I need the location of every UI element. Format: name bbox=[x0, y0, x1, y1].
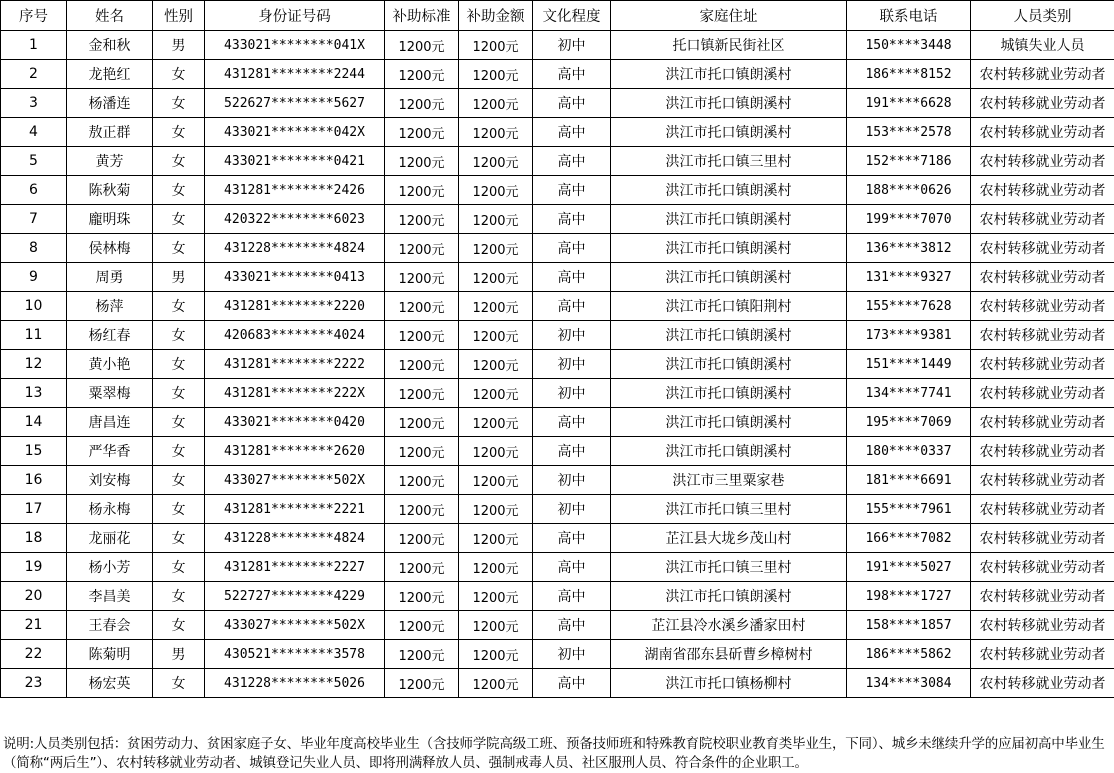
cell-education: 高中 bbox=[533, 60, 611, 89]
cell-education: 高中 bbox=[533, 234, 611, 263]
cell-subsidy-amount: 1200元 bbox=[459, 234, 533, 263]
cell-gender: 女 bbox=[153, 60, 205, 89]
cell-address: 洪江市托口镇朗溪村 bbox=[611, 408, 847, 437]
cell-id-number: 431281********2222 bbox=[205, 350, 385, 379]
cell-subsidy-amount: 1200元 bbox=[459, 60, 533, 89]
cell-person-category: 农村转移就业劳动者 bbox=[971, 495, 1114, 524]
table-row bbox=[1, 89, 1114, 118]
table-row bbox=[1, 321, 1114, 350]
cell-index: 11 bbox=[1, 321, 67, 350]
table-row bbox=[1, 524, 1114, 553]
cell-education: 高中 bbox=[533, 176, 611, 205]
cell-education: 初中 bbox=[533, 321, 611, 350]
cell-education: 初中 bbox=[533, 640, 611, 669]
cell-person-category: 农村转移就业劳动者 bbox=[971, 234, 1114, 263]
cell-index: 18 bbox=[1, 524, 67, 553]
cell-subsidy-amount: 1200元 bbox=[459, 205, 533, 234]
cell-subsidy-amount: 1200元 bbox=[459, 524, 533, 553]
cell-index: 10 bbox=[1, 292, 67, 321]
cell-phone: 198****1727 bbox=[847, 582, 971, 611]
cell-address: 洪江市托口镇杨柳村 bbox=[611, 669, 847, 698]
cell-gender: 女 bbox=[153, 437, 205, 466]
cell-name: 敖正群 bbox=[67, 118, 153, 147]
cell-person-category: 农村转移就业劳动者 bbox=[971, 437, 1114, 466]
cell-education: 高中 bbox=[533, 263, 611, 292]
cell-address: 洪江市托口镇朗溪村 bbox=[611, 118, 847, 147]
cell-phone: 134****7741 bbox=[847, 379, 971, 408]
cell-phone: 131****9327 bbox=[847, 263, 971, 292]
cell-subsidy-standard: 1200元 bbox=[385, 524, 459, 553]
header-index: 序号 bbox=[1, 1, 67, 31]
cell-id-number: 420322********6023 bbox=[205, 205, 385, 234]
cell-gender: 女 bbox=[153, 582, 205, 611]
cell-id-number: 522627********5627 bbox=[205, 89, 385, 118]
cell-name: 龙艳红 bbox=[67, 60, 153, 89]
cell-gender: 女 bbox=[153, 379, 205, 408]
cell-person-category: 农村转移就业劳动者 bbox=[971, 263, 1114, 292]
cell-name: 杨小芳 bbox=[67, 553, 153, 582]
cell-education: 高中 bbox=[533, 611, 611, 640]
cell-name: 严华香 bbox=[67, 437, 153, 466]
table-row bbox=[1, 640, 1114, 669]
cell-education: 初中 bbox=[533, 379, 611, 408]
cell-gender: 男 bbox=[153, 640, 205, 669]
cell-education: 初中 bbox=[533, 31, 611, 60]
cell-id-number: 433027********502X bbox=[205, 466, 385, 495]
cell-address: 洪江市托口镇三里村 bbox=[611, 147, 847, 176]
cell-index: 22 bbox=[1, 640, 67, 669]
cell-subsidy-amount: 1200元 bbox=[459, 292, 533, 321]
cell-education: 高中 bbox=[533, 205, 611, 234]
cell-name: 杨宏英 bbox=[67, 669, 153, 698]
cell-index: 5 bbox=[1, 147, 67, 176]
cell-id-number: 522727********4229 bbox=[205, 582, 385, 611]
cell-index: 9 bbox=[1, 263, 67, 292]
header-person-category: 人员类别 bbox=[971, 1, 1114, 31]
cell-subsidy-standard: 1200元 bbox=[385, 495, 459, 524]
cell-name: 黄芳 bbox=[67, 147, 153, 176]
header-gender: 性别 bbox=[153, 1, 205, 31]
cell-id-number: 433021********041X bbox=[205, 31, 385, 60]
cell-gender: 女 bbox=[153, 350, 205, 379]
cell-subsidy-standard: 1200元 bbox=[385, 466, 459, 495]
cell-address: 洪江市托口镇朗溪村 bbox=[611, 89, 847, 118]
cell-phone: 188****0626 bbox=[847, 176, 971, 205]
cell-subsidy-amount: 1200元 bbox=[459, 89, 533, 118]
cell-education: 高中 bbox=[533, 582, 611, 611]
cell-gender: 女 bbox=[153, 669, 205, 698]
cell-name: 杨萍 bbox=[67, 292, 153, 321]
cell-name: 侯林梅 bbox=[67, 234, 153, 263]
table-row bbox=[1, 379, 1114, 408]
cell-gender: 女 bbox=[153, 234, 205, 263]
cell-address: 洪江市三里粟家巷 bbox=[611, 466, 847, 495]
table-row bbox=[1, 466, 1114, 495]
cell-subsidy-amount: 1200元 bbox=[459, 31, 533, 60]
cell-subsidy-amount: 1200元 bbox=[459, 582, 533, 611]
cell-subsidy-amount: 1200元 bbox=[459, 640, 533, 669]
cell-index: 3 bbox=[1, 89, 67, 118]
cell-address: 洪江市托口镇三里村 bbox=[611, 553, 847, 582]
cell-name: 龐明珠 bbox=[67, 205, 153, 234]
cell-phone: 153****2578 bbox=[847, 118, 971, 147]
cell-name: 唐昌连 bbox=[67, 408, 153, 437]
cell-phone: 191****6628 bbox=[847, 89, 971, 118]
cell-person-category: 农村转移就业劳动者 bbox=[971, 147, 1114, 176]
cell-phone: 158****1857 bbox=[847, 611, 971, 640]
cell-phone: 166****7082 bbox=[847, 524, 971, 553]
table-row bbox=[1, 147, 1114, 176]
cell-subsidy-standard: 1200元 bbox=[385, 60, 459, 89]
cell-gender: 男 bbox=[153, 263, 205, 292]
cell-subsidy-standard: 1200元 bbox=[385, 582, 459, 611]
cell-address: 洪江市托口镇朗溪村 bbox=[611, 263, 847, 292]
cell-gender: 女 bbox=[153, 89, 205, 118]
table-row bbox=[1, 437, 1114, 466]
cell-phone: 181****6691 bbox=[847, 466, 971, 495]
table-row bbox=[1, 292, 1114, 321]
cell-subsidy-standard: 1200元 bbox=[385, 292, 459, 321]
cell-person-category: 农村转移就业劳动者 bbox=[971, 350, 1114, 379]
cell-person-category: 农村转移就业劳动者 bbox=[971, 640, 1114, 669]
cell-index: 19 bbox=[1, 553, 67, 582]
cell-subsidy-amount: 1200元 bbox=[459, 350, 533, 379]
table-row bbox=[1, 234, 1114, 263]
table-row bbox=[1, 553, 1114, 582]
cell-name: 黄小艳 bbox=[67, 350, 153, 379]
cell-address: 洪江市托口镇朗溪村 bbox=[611, 60, 847, 89]
table-row bbox=[1, 611, 1114, 640]
cell-subsidy-amount: 1200元 bbox=[459, 379, 533, 408]
cell-index: 1 bbox=[1, 31, 67, 60]
cell-subsidy-amount: 1200元 bbox=[459, 176, 533, 205]
cell-gender: 女 bbox=[153, 408, 205, 437]
cell-education: 高中 bbox=[533, 89, 611, 118]
cell-index: 14 bbox=[1, 408, 67, 437]
cell-phone: 150****3448 bbox=[847, 31, 971, 60]
cell-person-category: 城镇失业人员 bbox=[971, 31, 1114, 60]
cell-gender: 女 bbox=[153, 292, 205, 321]
cell-address: 洪江市托口镇朗溪村 bbox=[611, 205, 847, 234]
cell-address: 洪江市托口镇朗溪村 bbox=[611, 176, 847, 205]
cell-education: 高中 bbox=[533, 553, 611, 582]
cell-name: 刘安梅 bbox=[67, 466, 153, 495]
table-row bbox=[1, 495, 1114, 524]
cell-address: 洪江市托口镇朗溪村 bbox=[611, 582, 847, 611]
cell-phone: 151****1449 bbox=[847, 350, 971, 379]
cell-education: 高中 bbox=[533, 292, 611, 321]
cell-address: 洪江市托口镇朗溪村 bbox=[611, 437, 847, 466]
cell-name: 杨永梅 bbox=[67, 495, 153, 524]
footnote-explanation: 说明:人员类别包括：贫困劳动力、贫困家庭子女、毕业年度高校毕业生（含技师学院高级工班、预备技师班和特殊教育院校职业教育类毕业生，下同）、城乡未继续升学的应届初高中毕业生（简称“两后生”）、农村转移就业劳动者、城镇登记失业人员、即将刑满释放人员、强制戒毒人员、社区服刑人员、符合条件的企业职工。 bbox=[3, 736, 1105, 771]
cell-subsidy-standard: 1200元 bbox=[385, 437, 459, 466]
cell-name: 陈菊明 bbox=[67, 640, 153, 669]
cell-person-category: 农村转移就业劳动者 bbox=[971, 321, 1114, 350]
cell-id-number: 431281********2221 bbox=[205, 495, 385, 524]
header-subsidy-standard: 补助标准 bbox=[385, 1, 459, 31]
table-row bbox=[1, 408, 1114, 437]
cell-index: 8 bbox=[1, 234, 67, 263]
table-row bbox=[1, 118, 1114, 147]
cell-subsidy-standard: 1200元 bbox=[385, 350, 459, 379]
cell-id-number: 433021********0413 bbox=[205, 263, 385, 292]
cell-id-number: 431281********2220 bbox=[205, 292, 385, 321]
cell-person-category: 农村转移就业劳动者 bbox=[971, 379, 1114, 408]
header-id-number: 身份证号码 bbox=[205, 1, 385, 31]
cell-gender: 女 bbox=[153, 118, 205, 147]
cell-gender: 女 bbox=[153, 176, 205, 205]
cell-person-category: 农村转移就业劳动者 bbox=[971, 408, 1114, 437]
cell-id-number: 431281********2227 bbox=[205, 553, 385, 582]
cell-subsidy-standard: 1200元 bbox=[385, 321, 459, 350]
cell-name: 杨红春 bbox=[67, 321, 153, 350]
cell-subsidy-standard: 1200元 bbox=[385, 89, 459, 118]
cell-person-category: 农村转移就业劳动者 bbox=[971, 60, 1114, 89]
cell-name: 龙丽花 bbox=[67, 524, 153, 553]
cell-gender: 女 bbox=[153, 321, 205, 350]
cell-id-number: 431228********4824 bbox=[205, 524, 385, 553]
cell-education: 高中 bbox=[533, 147, 611, 176]
cell-gender: 女 bbox=[153, 524, 205, 553]
cell-subsidy-amount: 1200元 bbox=[459, 553, 533, 582]
cell-address: 洪江市托口镇朗溪村 bbox=[611, 321, 847, 350]
cell-id-number: 431281********222X bbox=[205, 379, 385, 408]
cell-subsidy-standard: 1200元 bbox=[385, 234, 459, 263]
cell-person-category: 农村转移就业劳动者 bbox=[971, 205, 1114, 234]
cell-education: 高中 bbox=[533, 524, 611, 553]
header-subsidy-amount: 补助金额 bbox=[459, 1, 533, 31]
header-address: 家庭住址 bbox=[611, 1, 847, 31]
cell-id-number: 431228********5026 bbox=[205, 669, 385, 698]
cell-subsidy-standard: 1200元 bbox=[385, 176, 459, 205]
cell-subsidy-amount: 1200元 bbox=[459, 321, 533, 350]
cell-index: 2 bbox=[1, 60, 67, 89]
table-row bbox=[1, 176, 1114, 205]
cell-name: 金和秋 bbox=[67, 31, 153, 60]
cell-index: 21 bbox=[1, 611, 67, 640]
cell-subsidy-standard: 1200元 bbox=[385, 31, 459, 60]
cell-index: 15 bbox=[1, 437, 67, 466]
cell-gender: 女 bbox=[153, 147, 205, 176]
table-row bbox=[1, 31, 1114, 60]
cell-address: 洪江市托口镇阳荆村 bbox=[611, 292, 847, 321]
cell-subsidy-standard: 1200元 bbox=[385, 118, 459, 147]
cell-phone: 186****5862 bbox=[847, 640, 971, 669]
cell-id-number: 430521********3578 bbox=[205, 640, 385, 669]
table-row bbox=[1, 669, 1114, 698]
cell-name: 陈秋菊 bbox=[67, 176, 153, 205]
cell-address: 洪江市托口镇朗溪村 bbox=[611, 379, 847, 408]
cell-subsidy-amount: 1200元 bbox=[459, 118, 533, 147]
cell-id-number: 431228********4824 bbox=[205, 234, 385, 263]
cell-id-number: 433027********502X bbox=[205, 611, 385, 640]
table-row bbox=[1, 205, 1114, 234]
table-header-row bbox=[1, 1, 1114, 31]
cell-person-category: 农村转移就业劳动者 bbox=[971, 553, 1114, 582]
table-body bbox=[1, 31, 1114, 698]
cell-subsidy-standard: 1200元 bbox=[385, 379, 459, 408]
table-row bbox=[1, 350, 1114, 379]
header-name: 姓名 bbox=[67, 1, 153, 31]
cell-gender: 男 bbox=[153, 31, 205, 60]
cell-index: 20 bbox=[1, 582, 67, 611]
cell-id-number: 433021********0421 bbox=[205, 147, 385, 176]
cell-person-category: 农村转移就业劳动者 bbox=[971, 118, 1114, 147]
cell-name: 李昌美 bbox=[67, 582, 153, 611]
cell-subsidy-standard: 1200元 bbox=[385, 553, 459, 582]
cell-address: 洪江市托口镇朗溪村 bbox=[611, 234, 847, 263]
cell-person-category: 农村转移就业劳动者 bbox=[971, 611, 1114, 640]
cell-subsidy-standard: 1200元 bbox=[385, 408, 459, 437]
cell-subsidy-amount: 1200元 bbox=[459, 466, 533, 495]
cell-gender: 女 bbox=[153, 495, 205, 524]
cell-address: 托口镇新民街社区 bbox=[611, 31, 847, 60]
cell-index: 23 bbox=[1, 669, 67, 698]
cell-name: 粟翠梅 bbox=[67, 379, 153, 408]
cell-phone: 191****5027 bbox=[847, 553, 971, 582]
cell-index: 17 bbox=[1, 495, 67, 524]
header-education: 文化程度 bbox=[533, 1, 611, 31]
cell-person-category: 农村转移就业劳动者 bbox=[971, 669, 1114, 698]
cell-subsidy-amount: 1200元 bbox=[459, 437, 533, 466]
header-phone: 联系电话 bbox=[847, 1, 971, 31]
table-row bbox=[1, 60, 1114, 89]
cell-person-category: 农村转移就业劳动者 bbox=[971, 582, 1114, 611]
cell-person-category: 农村转移就业劳动者 bbox=[971, 292, 1114, 321]
cell-phone: 195****7069 bbox=[847, 408, 971, 437]
cell-subsidy-standard: 1200元 bbox=[385, 611, 459, 640]
cell-subsidy-standard: 1200元 bbox=[385, 263, 459, 292]
cell-person-category: 农村转移就业劳动者 bbox=[971, 89, 1114, 118]
cell-id-number: 431281********2620 bbox=[205, 437, 385, 466]
cell-subsidy-standard: 1200元 bbox=[385, 669, 459, 698]
cell-address: 芷江县大垅乡茂山村 bbox=[611, 524, 847, 553]
cell-education: 高中 bbox=[533, 408, 611, 437]
cell-name: 王春会 bbox=[67, 611, 153, 640]
cell-id-number: 420683********4024 bbox=[205, 321, 385, 350]
cell-index: 12 bbox=[1, 350, 67, 379]
cell-phone: 134****3084 bbox=[847, 669, 971, 698]
cell-id-number: 431281********2426 bbox=[205, 176, 385, 205]
cell-education: 初中 bbox=[533, 466, 611, 495]
cell-phone: 136****3812 bbox=[847, 234, 971, 263]
cell-phone: 186****8152 bbox=[847, 60, 971, 89]
cell-subsidy-amount: 1200元 bbox=[459, 611, 533, 640]
cell-education: 高中 bbox=[533, 437, 611, 466]
cell-subsidy-amount: 1200元 bbox=[459, 263, 533, 292]
cell-subsidy-standard: 1200元 bbox=[385, 640, 459, 669]
cell-phone: 155****7628 bbox=[847, 292, 971, 321]
cell-index: 16 bbox=[1, 466, 67, 495]
cell-phone: 152****7186 bbox=[847, 147, 971, 176]
cell-index: 13 bbox=[1, 379, 67, 408]
cell-address: 洪江市托口镇朗溪村 bbox=[611, 350, 847, 379]
cell-gender: 女 bbox=[153, 466, 205, 495]
cell-education: 高中 bbox=[533, 118, 611, 147]
table-row bbox=[1, 263, 1114, 292]
cell-gender: 女 bbox=[153, 205, 205, 234]
cell-gender: 女 bbox=[153, 611, 205, 640]
cell-education: 高中 bbox=[533, 669, 611, 698]
cell-name: 杨潘连 bbox=[67, 89, 153, 118]
cell-education: 初中 bbox=[533, 495, 611, 524]
cell-address: 湖南省邵东县斫曹乡樟树村 bbox=[611, 640, 847, 669]
cell-address: 洪江市托口镇三里村 bbox=[611, 495, 847, 524]
cell-person-category: 农村转移就业劳动者 bbox=[971, 176, 1114, 205]
cell-person-category: 农村转移就业劳动者 bbox=[971, 524, 1114, 553]
cell-index: 4 bbox=[1, 118, 67, 147]
cell-subsidy-amount: 1200元 bbox=[459, 408, 533, 437]
cell-person-category: 农村转移就业劳动者 bbox=[971, 466, 1114, 495]
cell-subsidy-standard: 1200元 bbox=[385, 205, 459, 234]
cell-gender: 女 bbox=[153, 553, 205, 582]
cell-subsidy-amount: 1200元 bbox=[459, 147, 533, 176]
cell-id-number: 433021********042X bbox=[205, 118, 385, 147]
cell-phone: 199****7070 bbox=[847, 205, 971, 234]
cell-index: 6 bbox=[1, 176, 67, 205]
cell-address: 芷江县冷水溪乡潘家田村 bbox=[611, 611, 847, 640]
cell-subsidy-standard: 1200元 bbox=[385, 147, 459, 176]
cell-name: 周勇 bbox=[67, 263, 153, 292]
cell-education: 初中 bbox=[533, 350, 611, 379]
cell-phone: 180****0337 bbox=[847, 437, 971, 466]
table-row bbox=[1, 582, 1114, 611]
cell-subsidy-amount: 1200元 bbox=[459, 495, 533, 524]
cell-id-number: 433021********0420 bbox=[205, 408, 385, 437]
cell-id-number: 431281********2244 bbox=[205, 60, 385, 89]
cell-index: 7 bbox=[1, 205, 67, 234]
cell-subsidy-amount: 1200元 bbox=[459, 669, 533, 698]
cell-phone: 155****7961 bbox=[847, 495, 971, 524]
cell-phone: 173****9381 bbox=[847, 321, 971, 350]
